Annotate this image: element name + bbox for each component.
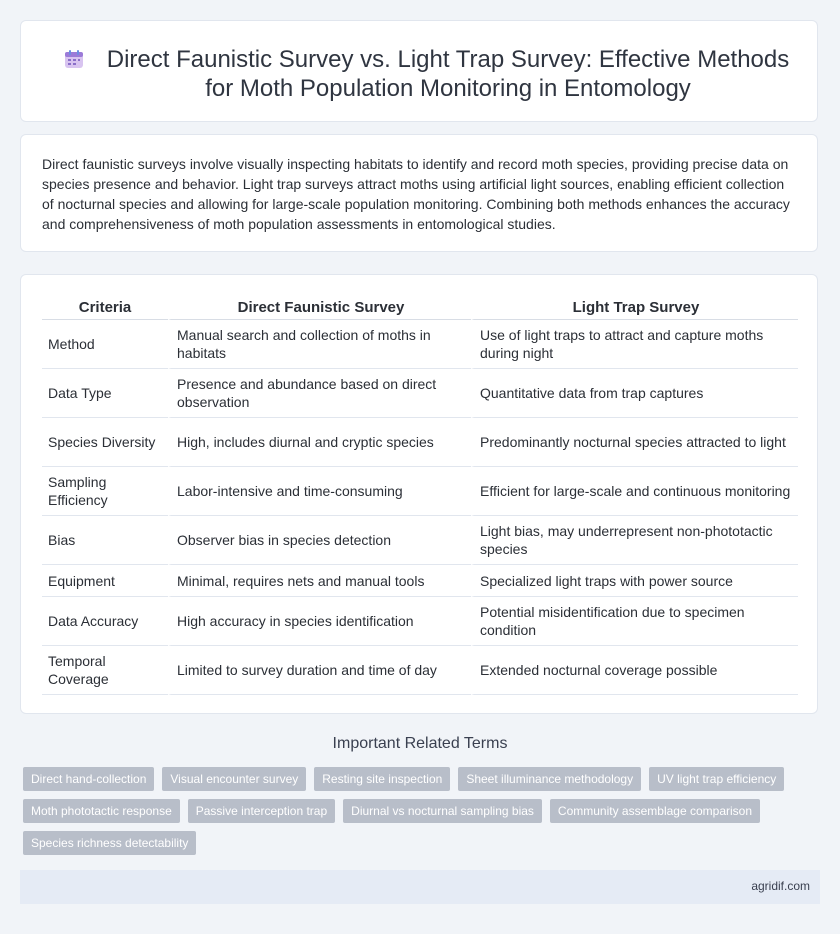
row-criteria: Method	[42, 320, 168, 369]
comparison-card	[20, 274, 818, 714]
related-term-tag[interactable]: Diurnal vs nocturnal sampling bias	[343, 799, 542, 823]
intro-text: Direct faunistic surveys involve visually inspecting habitats to identify and record moth species, providing precise data on species presence and behavior. Light trap surveys attract moths using artificial light sources, enabling efficient collection of nocturnal species and allowing for large-scale population monitoring. Combining both methods enhances the accuracy and comprehensiveness of moth population assessments in entomological studies.	[42, 156, 790, 232]
page-title: Direct Faunistic Survey vs. Light Trap Survey: Effective Methods for Moth Population Monitoring in Entomology	[106, 46, 790, 102]
related-term-tag[interactable]: Direct hand-collection	[23, 767, 154, 791]
header-light-trap: Light Trap Survey	[471, 295, 798, 320]
table-row	[42, 320, 798, 369]
row-criteria: Sampling Efficiency	[42, 467, 168, 516]
row-criteria: Species Diversity	[42, 418, 168, 467]
comparison-table	[42, 295, 798, 695]
row-light-value: Extended nocturnal coverage possible	[471, 646, 798, 695]
table-row	[42, 467, 798, 516]
table-header-row	[42, 295, 798, 320]
row-direct-value: Limited to survey duration and time of day	[168, 646, 471, 695]
table-row	[42, 565, 798, 597]
header-criteria: Criteria	[42, 295, 168, 320]
footer	[20, 870, 820, 904]
row-direct-value: Manual search and collection of moths in habitats	[168, 320, 471, 369]
related-term-tag[interactable]: Resting site inspection	[314, 767, 450, 791]
related-terms-list	[23, 767, 823, 855]
row-light-value: Potential misidentification due to specimen condition	[471, 597, 798, 646]
row-light-value: Quantitative data from trap captures	[471, 369, 798, 418]
row-criteria: Data Accuracy	[42, 597, 168, 646]
header-direct-faunistic: Direct Faunistic Survey	[168, 295, 471, 320]
table-row	[42, 646, 798, 695]
related-terms-heading: Important Related Terms	[332, 735, 508, 752]
intro-card	[20, 134, 818, 252]
row-light-value: Specialized light traps with power source	[471, 565, 798, 597]
related-term-tag[interactable]: UV light trap efficiency	[649, 767, 784, 791]
row-direct-value: Minimal, requires nets and manual tools	[168, 565, 471, 597]
row-direct-value: High, includes diurnal and cryptic species	[168, 418, 471, 467]
table-row	[42, 516, 798, 565]
row-direct-value: High accuracy in species identification	[168, 597, 471, 646]
title-card	[20, 20, 818, 122]
row-criteria: Temporal Coverage	[42, 646, 168, 695]
row-light-value: Efficient for large-scale and continuous monitoring	[471, 467, 798, 516]
related-term-tag[interactable]: Community assemblage comparison	[550, 799, 760, 823]
related-term-tag[interactable]: Species richness detectability	[23, 831, 196, 855]
row-direct-value: Presence and abundance based on direct observation	[168, 369, 471, 418]
related-term-tag[interactable]: Sheet illuminance methodology	[458, 767, 641, 791]
row-criteria: Bias	[42, 516, 168, 565]
table-row	[42, 369, 798, 418]
table-row	[42, 597, 798, 646]
row-direct-value: Observer bias in species detection	[168, 516, 471, 565]
table-row	[42, 418, 798, 467]
row-direct-value: Labor-intensive and time-consuming	[168, 467, 471, 516]
related-term-tag[interactable]: Moth phototactic response	[23, 799, 180, 823]
row-criteria: Equipment	[42, 565, 168, 597]
related-term-tag[interactable]: Visual encounter survey	[162, 767, 306, 791]
footer-site-link[interactable]: agridif.com	[751, 879, 810, 893]
row-light-value: Predominantly nocturnal species attracted to light	[471, 418, 798, 467]
row-light-value: Use of light traps to attract and capture moths during night	[471, 320, 798, 369]
related-term-tag[interactable]: Passive interception trap	[188, 799, 335, 823]
row-criteria: Data Type	[42, 369, 168, 418]
row-light-value: Light bias, may underrepresent non-phototactic species	[471, 516, 798, 565]
